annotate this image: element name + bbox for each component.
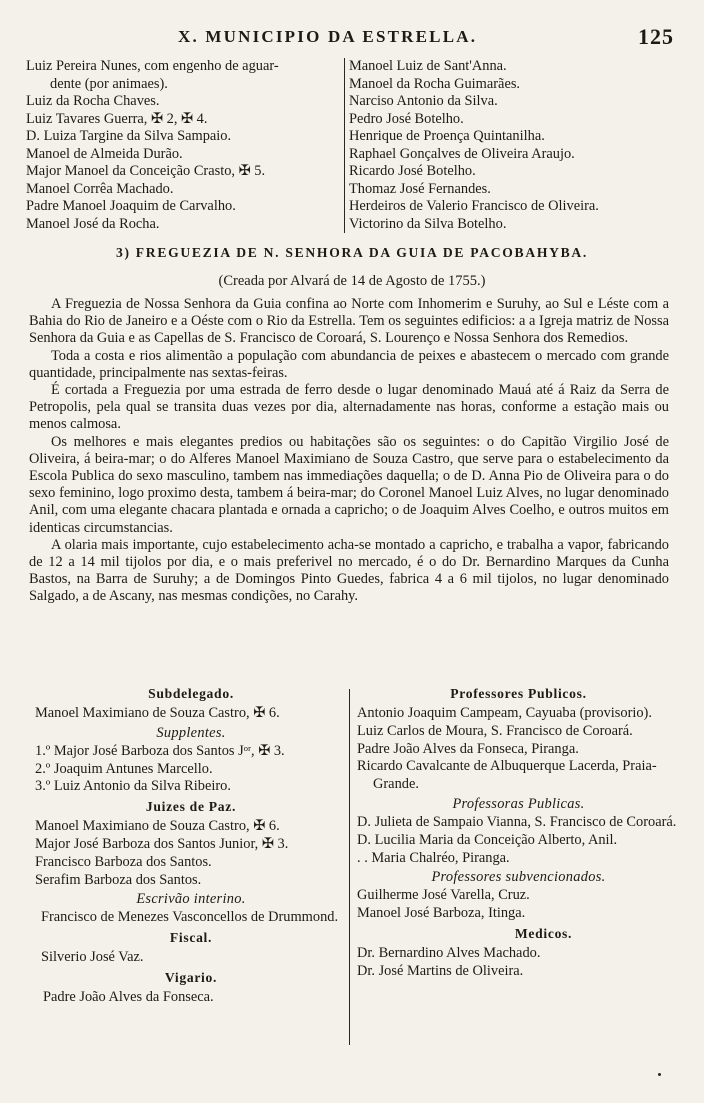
list-item: Luiz da Rocha Chaves.	[26, 93, 160, 109]
supplentes-heading: Supplentes.	[156, 724, 226, 741]
list-item: Manoel de Almeida Durão.	[26, 145, 183, 162]
officials-right-column	[352, 683, 680, 981]
supplente-entry	[35, 761, 347, 779]
continued-list-left	[26, 58, 340, 233]
medicos-heading: Medicos.	[514, 925, 573, 941]
professora-entry: D. Julieta de Sampaio Vianna, S. Francisco de Coroará.	[357, 813, 677, 830]
paragraph: A Freguezia de Nossa Senhora da Guia confina ao Norte com Inhomerim e Suruhy, ao Sul e Léste com a Bahia do Rio de Janeiro e a Oéste com o Rio da Estrella. Tem os seguintes edificios: a a Igreja matriz de Nossa Senhora da Guia e as Capellas de S. Francisco de Coroará, S. Lourenço e Nossa Senhora dos Remedios.	[29, 296, 669, 347]
list-item: Herdeiros de Valerio Francisco de Oliveira.	[349, 198, 599, 214]
section-body	[29, 296, 669, 606]
professor-entry: Antonio Joaquim Campeam, Cayuaba (provisorio).	[357, 705, 652, 721]
juiz-entry: Manoel Maximiano de Souza Castro, ✠ 6.	[35, 818, 280, 835]
juiz-entry: Francisco Barboza dos Santos.	[35, 853, 212, 870]
paragraph: A olaria mais importante, cujo estabelecimento acha-se montado a capricho, e trabalha a vapor, fabricando de 12 a 14 mil tijolos por dia, e o mais preferivel no mercado, é o do Dr. Bernardino Marques da Cunha Bastos, na Barra de Suruhy; a de Domingos Pinto Guedes, fabrica 4 a 6 mil tijolos, no lugar denominado Salgado, a de Ascany, nas mesmas condições, no Carahy.	[29, 536, 669, 605]
supplente-name: Major José Barboza dos Santos Jᵒʳ, ✠ 3.	[53, 742, 285, 759]
officials-left-column	[35, 683, 347, 1007]
paragraph: É cortada a Freguezia por uma estrada de ferro desde o lugar denominado Mauá até á Raiz da Serra de Petropolis, pela qual se transita duas vezes por dia, alternadamente nas horas, conforme a estação mais ou menos calmosa.	[29, 382, 669, 433]
running-title: X. MUNICIPIO DA ESTRELLA.	[178, 27, 478, 46]
list-item: Manoel Corrêa Machado.	[26, 180, 174, 197]
juiz-entry: Major José Barboza dos Santos Junior, ✠ 3.	[35, 835, 289, 852]
vigario-name: Padre João Alves da Fonseca.	[43, 988, 214, 1005]
page-number: 125	[638, 24, 674, 49]
list-item: Luiz Pereira Nunes, com engenho de aguar-	[26, 58, 279, 74]
list-item: Padre Manoel Joaquim de Carvalho.	[26, 198, 236, 214]
subvencionado-entry: Manoel José Barboza, Itinga.	[357, 905, 526, 922]
fiscal-heading: Fiscal.	[169, 930, 213, 946]
supplente-number: 1.º	[35, 742, 51, 759]
professor-entry: Luiz Carlos de Moura, S. Francisco de Coroará.	[357, 722, 633, 739]
page-header	[30, 24, 682, 51]
medico-entry: Dr. Bernardino Alves Machado.	[357, 944, 541, 961]
supplente-number: 3.º	[35, 778, 51, 795]
juiz-entry: Serafim Barboza dos Santos.	[35, 871, 202, 888]
professores-heading: Professores Publicos.	[450, 686, 587, 701]
supplente-entry	[35, 743, 347, 761]
list-item-continuation: dente (por animaes).	[50, 75, 168, 92]
paragraph: Toda a costa e rios alimentão a população com abundancia de peixes e abastecem o mercado com grande quantidade, principalmente nas sextas-feiras.	[29, 347, 669, 381]
print-speck	[658, 1073, 661, 1076]
list-item: Major Manoel da Conceição Crasto, ✠ 5.	[26, 163, 266, 179]
list-item: Luiz Tavares Guerra, ✠ 2, ✠ 4.	[26, 110, 208, 127]
list-item: Raphael Gonçalves de Oliveira Araujo.	[349, 145, 575, 162]
subvencionado-entry: Guilherme José Varella, Cruz.	[357, 887, 530, 904]
professoras-heading: Professoras Publicas.	[452, 795, 585, 812]
section-title: 3) FREGUEZIA DE N. SENHORA DA GUIA DE PACOBAHYBA.	[115, 245, 589, 260]
escrivao-name: Francisco de Menezes Vasconcellos de Drummond.	[41, 909, 339, 926]
list-item: Victorino da Silva Botelho.	[349, 215, 507, 232]
list-item: Narciso Antonio da Silva.	[349, 93, 498, 109]
list-item: Henrique de Proença Quintanilha.	[349, 128, 545, 144]
continued-list-right	[344, 58, 685, 233]
medico-entry: Dr. José Martins de Oliveira.	[357, 962, 524, 979]
list-item: Pedro José Botelho.	[349, 110, 464, 127]
supplente-entry	[35, 778, 347, 796]
vigario-heading: Vigario.	[164, 969, 218, 985]
professor-entry: Ricardo Cavalcante de Albuquerque Lacerda, Praia-Grande.	[357, 758, 657, 793]
subdelegado-name: Manoel Maximiano de Souza Castro, ✠ 6.	[35, 705, 280, 721]
list-item: Manoel José da Rocha.	[26, 215, 160, 232]
fiscal-name: Silverio José Vaz.	[41, 949, 144, 966]
paragraph: Os melhores e mais elegantes predios ou habitações são os seguintes: o do Capitão Virgilio José de Oliveira, á beira-mar; o do Alferes Manoel Maximiano de Souza Castro, que serve para o estabelecimento da Escola Publica do sexo masculino, tambem nas immediações daquella; o de D. Anna Pio de Oliveira para o do sexo feminino, logo proximo desta, tambem á beira-mar; do Coronel Manoel Luiz Alves, no lugar denominado Anil, com uma elegante chacara plantada e ornada a capricho; o de Joaquim Alves Coelho, e outros muitos em identicas circumstancias.	[29, 433, 669, 536]
subdelegado-heading: Subdelegado.	[148, 686, 234, 701]
supplente-name: Luiz Antonio da Silva Ribeiro.	[53, 778, 231, 795]
supplente-name: Joaquim Antunes Marcello.	[53, 760, 213, 777]
list-item: Manoel Luiz de Sant'Anna.	[349, 58, 507, 74]
list-item: Thomaz José Fernandes.	[349, 180, 491, 197]
professor-entry: Padre João Alves da Fonseca, Piranga.	[357, 740, 579, 757]
subvencionados-heading: Professores subvencionados.	[431, 869, 606, 886]
juizes-heading: Juizes de Paz.	[145, 799, 237, 815]
supplente-number: 2.º	[35, 760, 51, 777]
officials-section	[35, 683, 675, 1053]
list-item: Manoel da Rocha Guimarães.	[349, 75, 521, 92]
list-item: D. Luiza Targine da Silva Sampaio.	[26, 128, 232, 144]
escrivao-heading: Escrivão interino.	[136, 891, 246, 908]
professora-entry: . . Maria Chalréo, Piranga.	[357, 849, 510, 866]
column-divider	[349, 689, 350, 1045]
professora-entry: D. Lucilia Maria da Conceição Alberto, Anil.	[357, 831, 618, 848]
section-subtitle: (Creada por Alvará de 14 de Agosto de 1755.)	[218, 273, 486, 289]
list-item: Ricardo José Botelho.	[349, 163, 476, 179]
